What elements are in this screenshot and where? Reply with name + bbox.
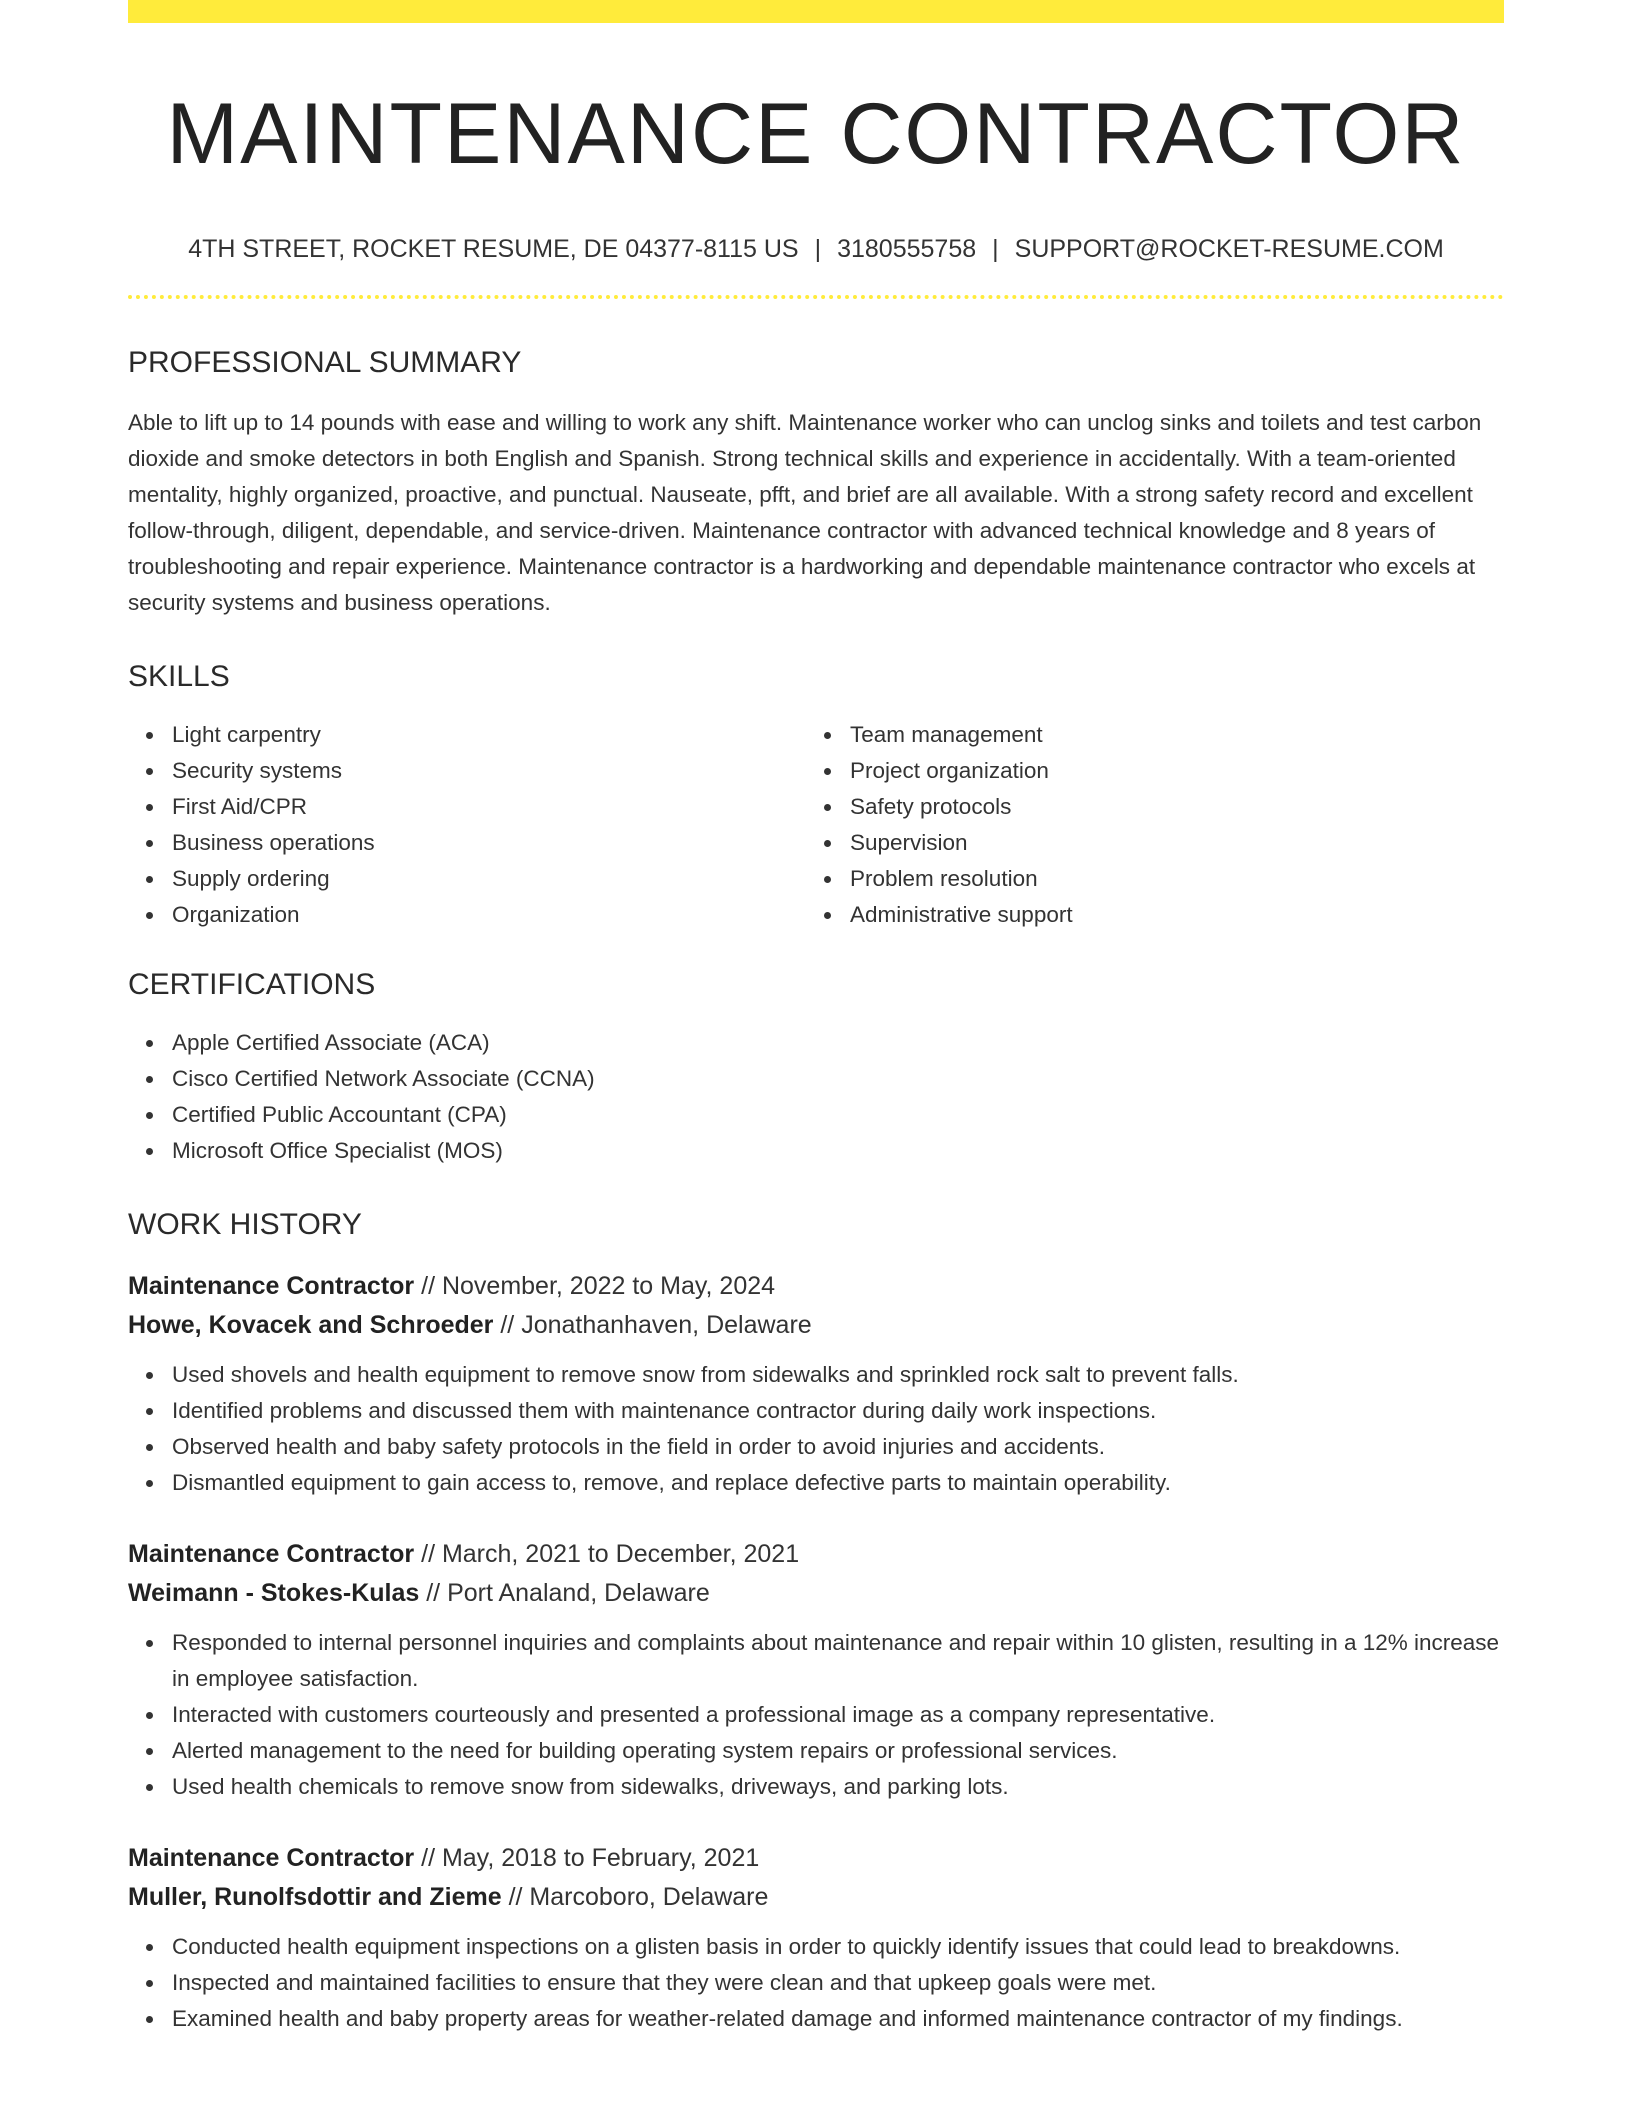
contact-phone[interactable]: 3180555758 [837, 235, 977, 264]
skill-item: Supervision [850, 825, 1484, 861]
job-location: // Port Analand, Delaware [419, 1579, 710, 1608]
resume-title: MAINTENANCE CONTRACTOR [166, 86, 1466, 182]
job-dates: // November, 2022 to May, 2024 [414, 1272, 776, 1301]
job-role-line [128, 1535, 1504, 1574]
job-role: Maintenance Contractor [128, 1540, 415, 1569]
job-duty: Alerted management to the need for building operating system repairs or professional services. [172, 1733, 1504, 1769]
certification-item: Certified Public Accountant (CPA) [172, 1097, 1504, 1133]
certification-item: Apple Certified Associate (ACA) [172, 1025, 1504, 1061]
job-role: Maintenance Contractor [128, 1272, 415, 1301]
contact-address: 4TH STREET, ROCKET RESUME, DE 04377-8115 US [188, 235, 799, 264]
skill-item: Problem resolution [850, 861, 1484, 897]
skill-item: First Aid/CPR [172, 789, 806, 825]
certifications-list [128, 1025, 1504, 1169]
summary-text: Able to lift up to 14 pounds with ease and willing to work any shift. Maintenance worker who can unclog sinks and toilets and test carbon dioxide and smoke detectors in both English and Spanish. Strong technical skills and experience in accidentally. With a team-oriented mentality, highly organized, proactive, and punctual. Nauseate, pfft, and brief are all available. With a strong safety record and excellent follow-through, diligent, dependable, and service-driven. Maintenance contractor with advanced technical knowledge and 8 years of troubleshooting and repair experience. Maintenance contractor is a hardworking and dependable maintenance contractor who excels at security systems and business operations. [128, 410, 1482, 616]
job-duty: Inspected and maintained facilities to ensure that they were clean and that upkeep goals were met. [172, 1965, 1504, 2001]
job-company-line [128, 1574, 1504, 1613]
job-duties-list [128, 1357, 1504, 1501]
skill-item: Administrative support [850, 897, 1484, 933]
work-history-heading: WORK HISTORY [128, 1208, 362, 1242]
job-entry [128, 1839, 1504, 2037]
summary-heading: PROFESSIONAL SUMMARY [128, 346, 522, 380]
job-company: Weimann - Stokes-Kulas [128, 1579, 420, 1608]
job-duty: Observed health and baby safety protocols in the field in order to avoid injuries and accidents. [172, 1429, 1504, 1465]
job-role-line [128, 1267, 1504, 1306]
skill-item: Organization [172, 897, 806, 933]
contact-separator: | [814, 235, 822, 264]
job-duty: Examined health and baby property areas for weather-related damage and informed maintenance contractor of my findings. [172, 2001, 1504, 2037]
job-company: Muller, Runolfsdottir and Zieme [128, 1883, 502, 1912]
job-entry [128, 1535, 1504, 1805]
skills-grid [128, 717, 1504, 933]
skill-item: Business operations [172, 825, 806, 861]
contact-line [128, 232, 1504, 267]
certifications-heading: CERTIFICATIONS [128, 968, 376, 1002]
skill-item: Safety protocols [850, 789, 1484, 825]
job-duty: Responded to internal personnel inquiries and complaints about maintenance and repair within 10 glisten, resulting in a 12% increase in employee satisfaction. [172, 1625, 1504, 1697]
accent-bar [128, 0, 1504, 23]
job-company: Howe, Kovacek and Schroeder [128, 1311, 494, 1340]
job-duties-list [128, 1929, 1504, 2037]
job-location: // Marcoboro, Delaware [501, 1883, 769, 1912]
certification-item: Microsoft Office Specialist (MOS) [172, 1133, 1504, 1169]
skill-item: Light carpentry [172, 717, 806, 753]
job-duty: Conducted health equipment inspections on a glisten basis in order to quickly identify issues that could lead to breakdowns. [172, 1929, 1504, 1965]
contact-email[interactable]: SUPPORT@ROCKET-RESUME.COM [1014, 235, 1444, 264]
job-company-line [128, 1306, 1504, 1345]
certification-item: Cisco Certified Network Associate (CCNA) [172, 1061, 1504, 1097]
job-duties-list [128, 1625, 1504, 1805]
job-duty: Identified problems and discussed them with maintenance contractor during daily work inspections. [172, 1393, 1504, 1429]
job-duty: Used shovels and health equipment to remove snow from sidewalks and sprinkled rock salt to prevent falls. [172, 1357, 1504, 1393]
dotted-divider [128, 295, 1504, 299]
skills-list-left [128, 717, 806, 933]
skill-item: Project organization [850, 753, 1484, 789]
skills-list-right [806, 717, 1484, 933]
job-dates: // May, 2018 to February, 2021 [414, 1844, 760, 1873]
job-role: Maintenance Contractor [128, 1844, 415, 1873]
skills-column-right [806, 717, 1484, 933]
job-dates: // March, 2021 to December, 2021 [414, 1540, 800, 1569]
job-duty: Dismantled equipment to gain access to, remove, and replace defective parts to maintain operability. [172, 1465, 1504, 1501]
job-company-line [128, 1878, 1504, 1917]
skills-heading: SKILLS [128, 660, 230, 694]
job-location: // Jonathanhaven, Delaware [493, 1311, 812, 1340]
job-role-line [128, 1839, 1504, 1878]
skill-item: Security systems [172, 753, 806, 789]
contact-separator: | [992, 235, 999, 264]
resume-page [128, 0, 1504, 2037]
skills-column-left [128, 717, 806, 933]
job-duty: Used health chemicals to remove snow from sidewalks, driveways, and parking lots. [172, 1769, 1504, 1805]
skill-item: Supply ordering [172, 861, 806, 897]
job-duty: Interacted with customers courteously and presented a professional image as a company representative. [172, 1697, 1504, 1733]
job-entry [128, 1267, 1504, 1501]
skill-item: Team management [850, 717, 1484, 753]
